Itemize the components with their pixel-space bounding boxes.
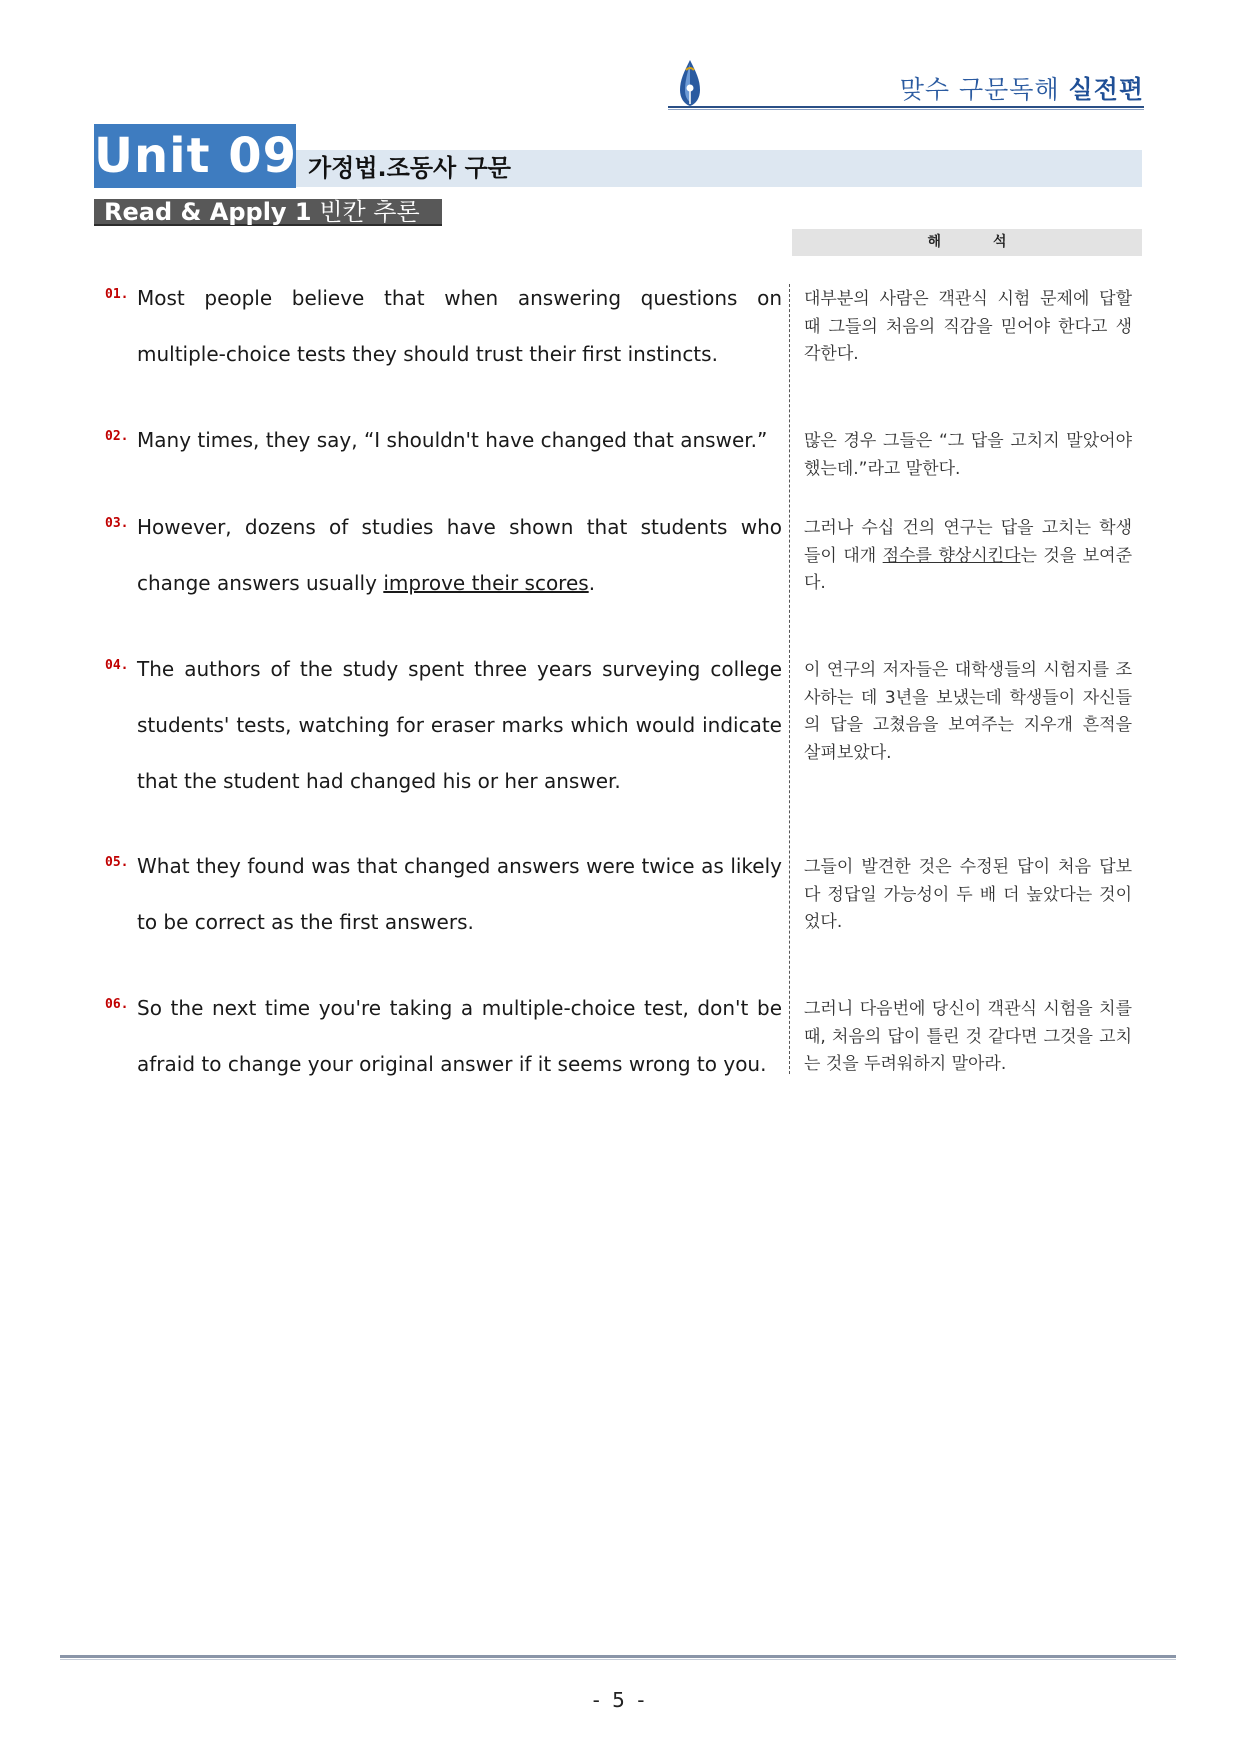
unit-label: Unit 09	[94, 124, 296, 188]
column-divider	[789, 284, 790, 1074]
translation-part: 는 것을 보여준다.	[804, 545, 1133, 593]
sentence-translation: 대부분의 사람은 객관식 시험 문제에 답할 때 그들의 처음의 직감을 믿어야 한다고 생각한다.	[804, 289, 1132, 364]
sentence-text	[137, 499, 782, 611]
section-label	[94, 199, 442, 226]
sentence-translation: 많은 경우 그들은 “그 답을 고치지 말았어야 했는데.”라고 말한다.	[804, 431, 1132, 479]
sentence-number: 04.	[105, 658, 129, 673]
fountain-pen-nib-icon	[670, 58, 710, 108]
header-rule-thin	[668, 109, 1144, 110]
footer-rule	[60, 1655, 1176, 1658]
section-label-rest: 빈칸 추론	[311, 198, 420, 226]
sentence-text: Many times, they say, “I shouldn't have changed that answer.”	[137, 428, 768, 452]
sentence-number: 01.	[105, 287, 129, 302]
sentence-number: 06.	[105, 997, 129, 1012]
underlined-translation-phrase: 점수를 향상시킨다	[882, 545, 1021, 566]
sentence-number: 03.	[105, 516, 129, 531]
sentence-text: So the next time you're taking a multiple-choice test, don't be afraid to change your original answer if it seems wrong to you.	[137, 996, 782, 1076]
unit-subtitle: 가정법.조동사 구문	[308, 154, 511, 182]
sentence-number: 02.	[105, 429, 129, 444]
translation-part: 그러나 수십 건의 연구는 답을 고치는 학생들이 대개	[804, 518, 1132, 566]
header-rule	[668, 106, 1144, 108]
sentence-translation: 그러니 다음번에 당신이 객관식 시험을 치를 때, 처음의 답이 틀린 것 같다면 그것을 고치는 것을 두려워하지 말아라.	[804, 999, 1132, 1074]
sentence-text: What they found was that changed answers were twice as likely to be correct as the first answers.	[137, 854, 782, 934]
sentence-translation: 그들이 발견한 것은 수정된 답이 처음 답보다 정답일 가능성이 두 배 더 높았다는 것이었다.	[804, 857, 1132, 932]
sentence-text: The authors of the study spent three years surveying college students' tests, watching for eraser marks which would indicate that the student had changed his or her answer.	[137, 657, 782, 793]
sentence-text-part: .	[588, 571, 596, 595]
sentence-text: Most people believe that when answering questions on multiple-choice tests they should trust their first instincts.	[137, 286, 782, 366]
sentence-translation: 이 연구의 저자들은 대학생들의 시험지를 조사하는 데 3년을 보냈는데 학생들이 자신들의 답을 고쳤음을 보여주는 지우개 흔적을 살펴보았다.	[804, 660, 1132, 763]
header-title-bold: 실전편	[1068, 75, 1144, 104]
page-number: - 5 -	[592, 1688, 648, 1712]
footer-rule-thin	[60, 1659, 1176, 1660]
section-label-bold: Read & Apply 1	[104, 198, 312, 226]
sentence-text-part: However, dozens of studies have shown that students who change answers usually	[137, 515, 782, 595]
sentence-translation	[804, 515, 1132, 598]
underlined-phrase: improve their scores	[383, 571, 589, 595]
translation-header: 해석	[792, 229, 1142, 256]
header-title-regular: 맞수 구문독해	[899, 75, 1069, 104]
header-title	[900, 70, 1144, 106]
sentence-number: 05.	[105, 855, 129, 870]
